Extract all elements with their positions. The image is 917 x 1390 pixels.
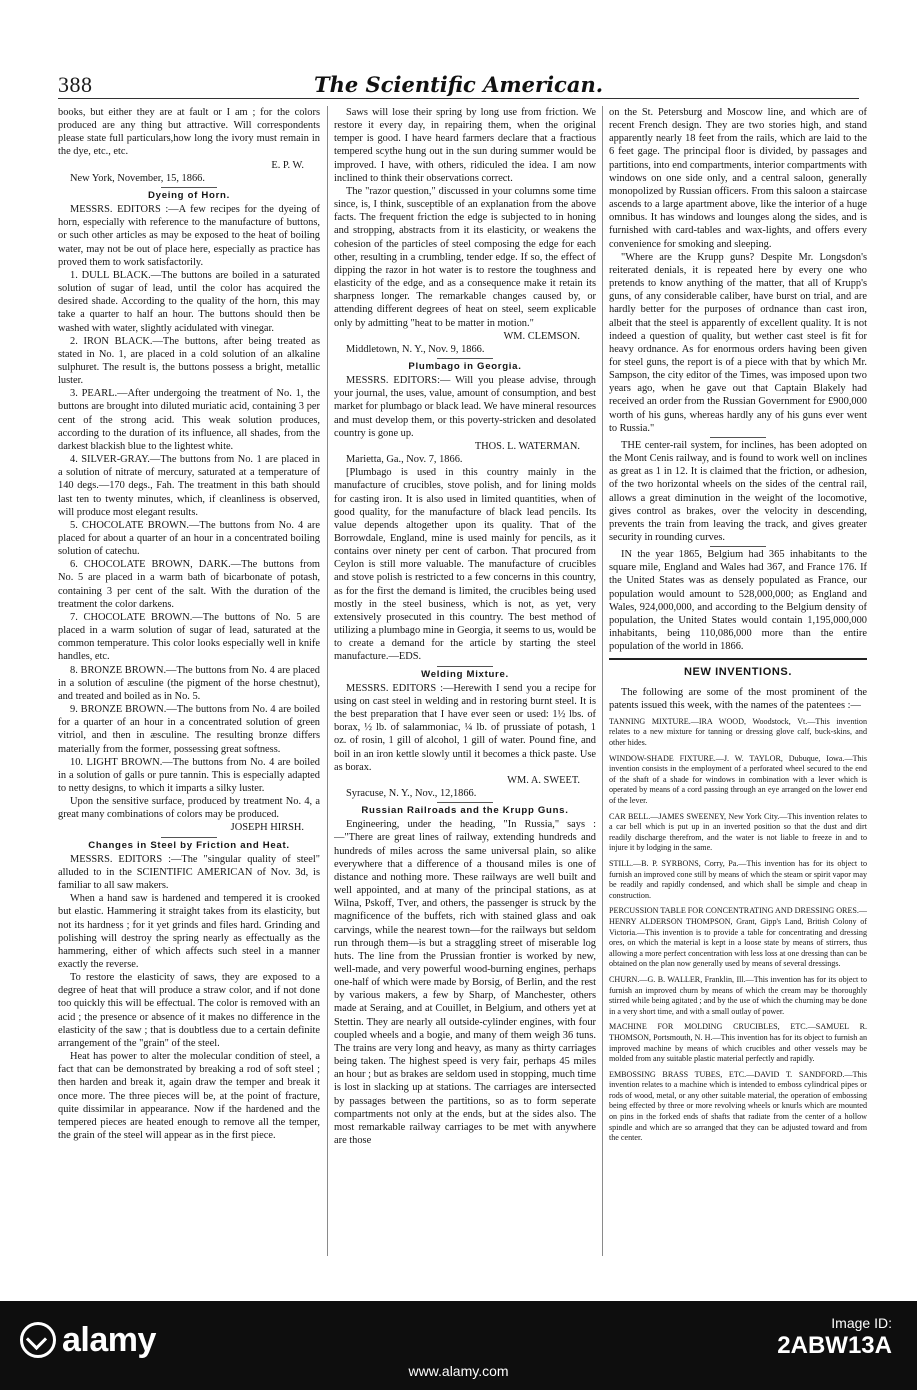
paragraph: books, but either they are at fault or I am ; for the colors produced are any thing but attractive. Will correspondents please state full particulars,how long the ivory must remain in the dye, etc., etc. (58, 107, 320, 158)
invention-item: CAR BELL.—JAMES SWEENEY, New York City.—This invention relates to a car bell which is put up in an inverted position so that the dust and dirt readily discharge therefrom, and the water is not liable to freeze in and to injure it by lodging in the same. (609, 811, 867, 853)
paragraph: THE center-rail system, for inclines, has been adopted on the Mont Cenis railway, and is found to work well on inclines as great as 1 in 12. It is claimed that the friction, or adhesion, of the two horizontal wheels on the sides of the central rail, allows a great diminution in the weight of the locomotive, gives control as brakes, over the velocity in descending, prevents the train from leaving the track, and gives greater security in rounding curves. (609, 439, 867, 543)
paragraph: When a hand saw is hardened and tempered it is crooked but elastic. Hammering it straight takes from its elasticity, but not its hardness ; for it yet grinds and files hard. Grinding and polishing will destroy the spring nearly as effectually as the hammering, either of which affects such steel in a manner exactly the reverse. (58, 893, 320, 970)
column-1 (58, 106, 320, 1256)
paragraph: [Plumbago is used in this country mainly in the manufacture of crucibles, stove polish, and for lining molds for casting iron. It is also used in limited quantities, when of good quality, for the manufacture of black lead pencils. Its value depends altogether upon its quality. That of the Borrowdale, England, mine is used mainly for pencils, as it contains over ninety per cent of carbon. That procured from Ceylon is still more valuable. The manufacture of crucibles and stove polish is restricted to a few concerns in this country, as for the first the demand is limited, the crucibles being used mostly in the steel business, which is not, as yet, very extensively prosecuted in this country. The best method of utilizing a plumbago mine in Georgia, it seems to us, would be to create a demand for the article by starting the steel manufacture.—EDS. (334, 467, 596, 663)
recipe-item: 7. CHOCOLATE BROWN.—The buttons of No. 5 are placed in a warm solution of sugar of lead, saturated at the common temperature. This color looks especially well in knife handles, etc. (58, 611, 320, 663)
paragraph: Heat has power to alter the molecular condition of steel, a fact that can be demonstrated by breaking a rod of soft steel ; then harden and break it, again draw the temper and break it once more. The three pieces will be, at the point of fracture, quite dissimilar in appearance. Now if the hardened and the tempered pieces are heated enough to remove all the temper, the grain of the steel will appear as in the first piece. (58, 1051, 320, 1142)
separator (437, 666, 493, 667)
section-heading: NEW INVENTIONS. (683, 666, 792, 679)
separator (710, 546, 766, 547)
invention-item: STILL.—B. P. SYRBONS, Corry, Pa.—This invention has for its object to furnish an improved cone still by means of which the steam or spirit vapor may be readily and rapidly condensed, and which shall be simple and cheap in construction. (609, 859, 867, 900)
article-heading: Changes in Steel by Friction and Heat. (88, 839, 290, 851)
article-heading: Welding Mixture. (421, 668, 509, 680)
paragraph: "Where are the Krupp guns? Despite Mr. Longsdon's reiterated denials, it is repeated here by every one who pretends to know anything of the matter, that all of Krupp's guns, of any considerable caliber, have burst on trial, and are hardly better for the purposes of ordnance than cast iron, albeit that the steel is apparently of excellent quality. It is not indeed a question of quality, but wether cast steel is fit for heavy ordnance. As for enormous orders having been given for steel guns, the report is of a piece with that by which Mr. Sampson, the city editor of the Times, was imposed upon two years ago, when he gave out that Captain Blakely had received an order from the Russian Government for £900,000 worth of his guns, whereas hardly any of his guns ever went to Russia." (609, 251, 867, 434)
column-3 (609, 106, 867, 1256)
separator (437, 802, 493, 803)
paragraph: The following are some of the most prominent of the patents issued this week, with the names of the patentees :— (609, 686, 867, 711)
invention-item: PERCUSSION TABLE FOR CONCENTRATING AND DRESSING ORES.—HENRY ALDERSON THOMPSON, Grant, Gipp's Land, British Colony of Victoria.—This invention is to provide a table for concentrating and dressing ores, on which the material is kept in a loose state by means of stirrers, thus allowing a more perfect concentration with less loss at one dressing than can be obtained on the plan now generally used by means of several dressings. (609, 906, 867, 969)
page-number: 388 (58, 72, 93, 97)
invention-item: EMBOSSING BRASS TUBES, ETC.—DAVID T. SANDFORD.—This invention relates to a machine which is intended to emboss cylindrical pipes or rods of wood, metal, or any other suitable material, the operation of embossing being effected by three or more revolving wheels or knurls which are mounted on pins in the forked ends of shafts that radiate from the center of a hollow spindle and which are so arranged that they can be adjusted toward and from the center. (609, 1069, 867, 1143)
paragraph: MESSRS. EDITORS :—Herewith I send you a recipe for using on cast steel in welding and in restoring burnt steel. It is the best preparation that I have ever seen or used: 1½ lbs. of borax, ½ lb. of salammoniac, ¼ lb. of prussiate of potash, 1 oz. of rosin, 1 gill of alcohol, 1 gill of water. Pound fine, and boil in an iron kettle slowly until it becomes a thick paste. Use as borax. (334, 682, 596, 773)
recipe-item: 5. CHOCOLATE BROWN.—The buttons from No. 4 are placed for about a quarter of an hour in a concentrated boiling solution of catechu. (58, 519, 320, 558)
article-heading: Russian Railroads and the Krupp Guns. (361, 805, 569, 817)
article-heading: Dyeing of Horn. (148, 189, 230, 201)
recipe-item: 4. SILVER-GRAY.—The buttons from No. 1 are placed in a solution of nitrate of mercury, saturated at a temperature of 140 degs.—170 degs., Fah. The treatment in this bath should last ten to twenty minutes, which, if cleanliness is observed, will produce most elegant results. (58, 454, 320, 518)
paragraph: Saws will lose their spring by long use from friction. We restore it every day, in repairing them, when the original temper is good. I have heard farmers declare that a fractious tempered scythe hung out in the sun during summer would be improved. I have, with others, ridiculed the idea. I am now inclined to think their observations correct. (334, 107, 596, 184)
watermark-url: www.alamy.com (408, 1363, 509, 1379)
paragraph: MESSRS. EDITORS :—The "singular quality of steel" alluded to in the SCIENTIFIC AMERICAN of Nov. 3d, is familiar to all saw makers. (58, 853, 320, 892)
invention-item: TANNING MIXTURE.—IRA WOOD, Woodstock, Vt.—This invention relates to a new mixture for tanning or dressing glove calf, buck-skins, and other hides. (609, 716, 867, 748)
dateline: Marietta, Ga., Nov. 7, 1866. (346, 454, 463, 466)
separator (161, 187, 217, 188)
signature: WM. A. SWEET. (507, 774, 580, 786)
image-id-block (777, 1315, 892, 1360)
masthead: The Scientific American. (313, 72, 604, 97)
signature: WM. CLEMSON. (503, 330, 580, 342)
alamy-logo (20, 1321, 156, 1360)
paragraph: To restore the elasticity of saws, they are exposed to a degree of heat that will produce a straw color, and if not done too quickly this will be effectual. The color is removed with an acid ; the presence or absence of it makes no difference in the elasticity of the saw ; that is doubtless due to a certain definite arrangement of the "grain" of the steel. (58, 972, 320, 1049)
image-id-label: Image ID: (831, 1315, 892, 1331)
logo-text: alamy (62, 1321, 156, 1359)
column-2 (334, 106, 596, 1256)
dateline: Syracuse, N. Y., Nov., 12,1866. (346, 787, 477, 799)
paragraph: MESSRS. EDITORS :—A few recipes for the dyeing of horn, especially with reference to the manufacture of buttons, or such other articles as may be exposed to the heat of boiling water, may not be out of place here, especially as practice has proved them to work satisfactorily. (58, 204, 320, 268)
paragraph: The "razor question," discussed in your columns some time since, is, I think, susceptible of an explanation from the above facts. The frequent friction the edge is subjected to in honing and stropping, abstracts from it its elasticity, or weakens the cohesion of the particles of steel composing the edge for each other, resulting in a crumbling, tender edge. If so, the effect of dipping the razor in hot water is to restore the toughness and elasticity of the edge, and as a consequence make it retain its sharpness longer. The remarkable changes caused by, or attending different degrees of heat on steel, seem explicable only by admitting "heat to be matter in motion." (334, 185, 596, 329)
paragraph: Engineering, under the heading, "In Russia," says : —"There are great lines of railway, extending hundreds and hundreds of miles across the same universal plain, so alike everywhere that a difference of a thousand miles is one of distance and nothing more. These railways are well built and well appointed, and at many of the principal stations, as at Wilna, Pskoff, Tver, and others, the passenger is struck by the magnificence of the buffets, rich with stained glass and oak carvings, while the nearest town—for the railways but seldom run through them—is but a straggling street of miserable log huts. The line from the Prussian frontier is worked by new, well-made, and very powerful wood-burning engines, perhaps one-half of which were made by Borsig, of Berlin, and the rest by various makers, a few by Sharp, of Manchester, others made at Seraing, and at Couillet, in Belgium, and others yet at Stettin. They are nearly all outside-cylinder engines, with four coupled wheels and a bogie, and many of them weigh 36 tuns. The trains are very long and heavy, as many as thirty carriages being taken. The highest speed is very fair, perhaps 45 miles an hour ; but as brakes are seldom used in stopping, much time is lost in slacking up at stations. The carriages are intersected by passages between the partitions, so as to form seperate compartments not only at the ends, but at the sides also. The most remarkable railway carriages to be met with anywhere are those (334, 819, 596, 1147)
dateline: Middletown, N. Y., Nov. 9, 1866. (346, 343, 485, 355)
column-divider (602, 106, 603, 1256)
paragraph: IN the year 1865, Belgium had 365 inhabitants to the square mile, England and Wales had 367, and France 176. If the United States was as densely populated as France, our population would amount to 528,000,000; as England and Wales, 924,000,000, and according to the Belgium density of population, the United States would contain 1,195,000,000 inhabitants, being 110,086,000 more than the entire population of the world in 1866. (609, 549, 867, 653)
recipe-item: 6. CHOCOLATE BROWN, DARK.—The buttons from No. 5 are placed in a warm bath of bicarbonate of potash, containing 3 per cent of the salt. With the duration of the treatment the color darkens. (58, 559, 320, 610)
signature: JOSEPH HIRSH. (230, 822, 304, 834)
invention-item: CHURN.—G. B. WALLER, Franklin, Ill.—This invention has for its object to furnish an improved churn by means of which the cream may be thoroughly stirred while being agitated ; and by the use of which the churning may be done in a very short time, and with a small outlay of power. (609, 974, 867, 1016)
recipe-item: 1. DULL BLACK.—The buttons are boiled in a saturated solution of sugar of lead, until the color has acquired the desired shade. According to the quality of the horn, this may take a quarter to half an hour. The buttons should then be washed with water, slightly acidulated with vinegar. (58, 269, 320, 334)
alamy-mark-icon (20, 1322, 56, 1358)
paragraph: Upon the sensitive surface, produced by treatment No. 4, a great many combinations of colors may be produced. (58, 796, 320, 821)
image-id-code: 2ABW13A (777, 1332, 892, 1359)
header-rule (58, 98, 859, 99)
invention-item: MACHINE FOR MOLDING CRUCIBLES, ETC.—SAMUEL R. THOMSON, Portsmouth, N. H.—This invention has for its object to furnish an improved machine by means of which crucibles and other vessels may be molded from any suitable plastic material perfectly and rapidly. (609, 1022, 867, 1064)
recipe-item: 2. IRON BLACK.—The buttons, after being treated as stated in No. 1, are placed in a cold solution of an alkaline sulphuret. The result is, the buttons possess a bright, metallic luster. (58, 335, 320, 387)
separator (437, 358, 493, 359)
invention-item: WINDOW-SHADE FIXTURE.—J. W. TAYLOR, Dubuque, Iowa.—This invention consists in the employment of a perforated wheel secured to the end of the shaft of a shade for windows in combination with a lever which is operated by means of a cord passing through an eye arranged on the lower end of the lever. (609, 753, 867, 806)
recipe-item: 3. PEARL.—After undergoing the treatment of No. 1, the buttons are brought into diluted muriatic acid, containing 3 per cent of the strong acid. This weak solution produces, according to the duration of its influence, all shades, from the darkest blackish blue to the lightest white. (58, 388, 320, 452)
recipe-item: 10. LIGHT BROWN.—The buttons from No. 4 are boiled in a solution of galls or pure tannin. This is especially adapted to netty designs, to which it imparts a silky luster. (58, 756, 320, 794)
column-divider (327, 106, 328, 1256)
separator (161, 837, 217, 838)
article-heading: Plumbago in Georgia. (408, 360, 522, 372)
signature: E. P. W. (271, 159, 304, 171)
signature: THOS. L. WATERMAN. (474, 440, 580, 452)
recipe-item: 8. BRONZE BROWN.—The buttons from No. 4 are placed in a solution of æsculine (the pigment of the horse chestnut), and treated and boiled as in No. 5. (58, 664, 320, 702)
recipe-item: 9. BRONZE BROWN.—The buttons from No. 4 are boiled for a quarter of an hour in a concentrated solution of green vitriol, and then in æsculine. The resulting bronze differs materially from the former, possessing great softness. (58, 704, 320, 755)
separator (710, 437, 766, 438)
stock-watermark-bar (0, 1301, 917, 1390)
dateline: New York, November, 15, 1866. (70, 172, 205, 184)
paragraph: on the St. Petersburg and Moscow line, and which are of recent French design. They are two stories high, and stand apparently nearly 18 feet from the rails, which are laid to the 6 feet gage. The principal floor is divided, by passages and partitions, into end compartments, interior compartments with windows on one side only, and a central saloon, generally monopolized by Russian officers. From this saloon a staircase ascends to a large apartment above, like the interior of a huge omnibus. It has windows and lounges along the sides, and is furnished with card-tables and wax-lights, and offers every convenience for smoking and sleeping. (609, 107, 867, 250)
paragraph: MESSRS. EDITORS:— Will you please advise, through your journal, the uses, value, amount of consumption, and best market for plumbago or black lead. We have mineral resources and must develop them, or this poverty-stricken and desolated country is gone up. (334, 375, 596, 439)
inventions-list (609, 717, 867, 1144)
section-rule (609, 658, 867, 660)
